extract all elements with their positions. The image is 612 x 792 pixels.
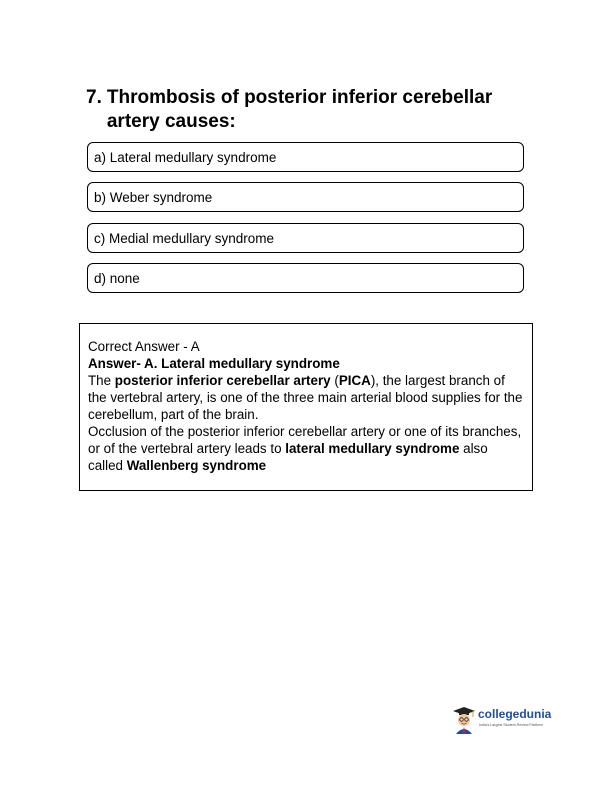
option-a[interactable]: a) Lateral medullary syndrome <box>87 142 524 172</box>
option-c[interactable]: c) Medial medullary syndrome <box>87 223 524 253</box>
correct-answer-line: Correct Answer - A <box>88 339 200 354</box>
logo-name: collegedunia <box>478 707 552 721</box>
option-b[interactable]: b) Weber syndrome <box>87 182 524 212</box>
graduate-mascot-icon <box>452 706 476 736</box>
question-text: Thrombosis of posterior inferior cerebellar artery causes: <box>106 87 493 132</box>
logo-tagline: India's Largest Student Review Platform <box>479 723 543 727</box>
explanation-paragraph-2: Occlusion of the posterior inferior cerebellar artery or one of its branches, or of the vertebral artery leads to lateral medullary syndrome also called Wallenberg syndrome <box>88 424 522 473</box>
answer-heading: Answer- A. Lateral medullary syndrome <box>88 356 340 371</box>
question-number: 7. <box>86 87 102 108</box>
answer-explanation-box <box>79 323 533 491</box>
question-title <box>86 86 536 134</box>
collegedunia-logo <box>452 704 562 738</box>
option-d[interactable]: d) none <box>87 263 524 293</box>
explanation-paragraph-1: The posterior inferior cerebellar artery (PICA), the largest branch of the vertebral artery, is one of the three main arterial blood supplies for the cerebellum, part of the brain. <box>88 373 523 422</box>
